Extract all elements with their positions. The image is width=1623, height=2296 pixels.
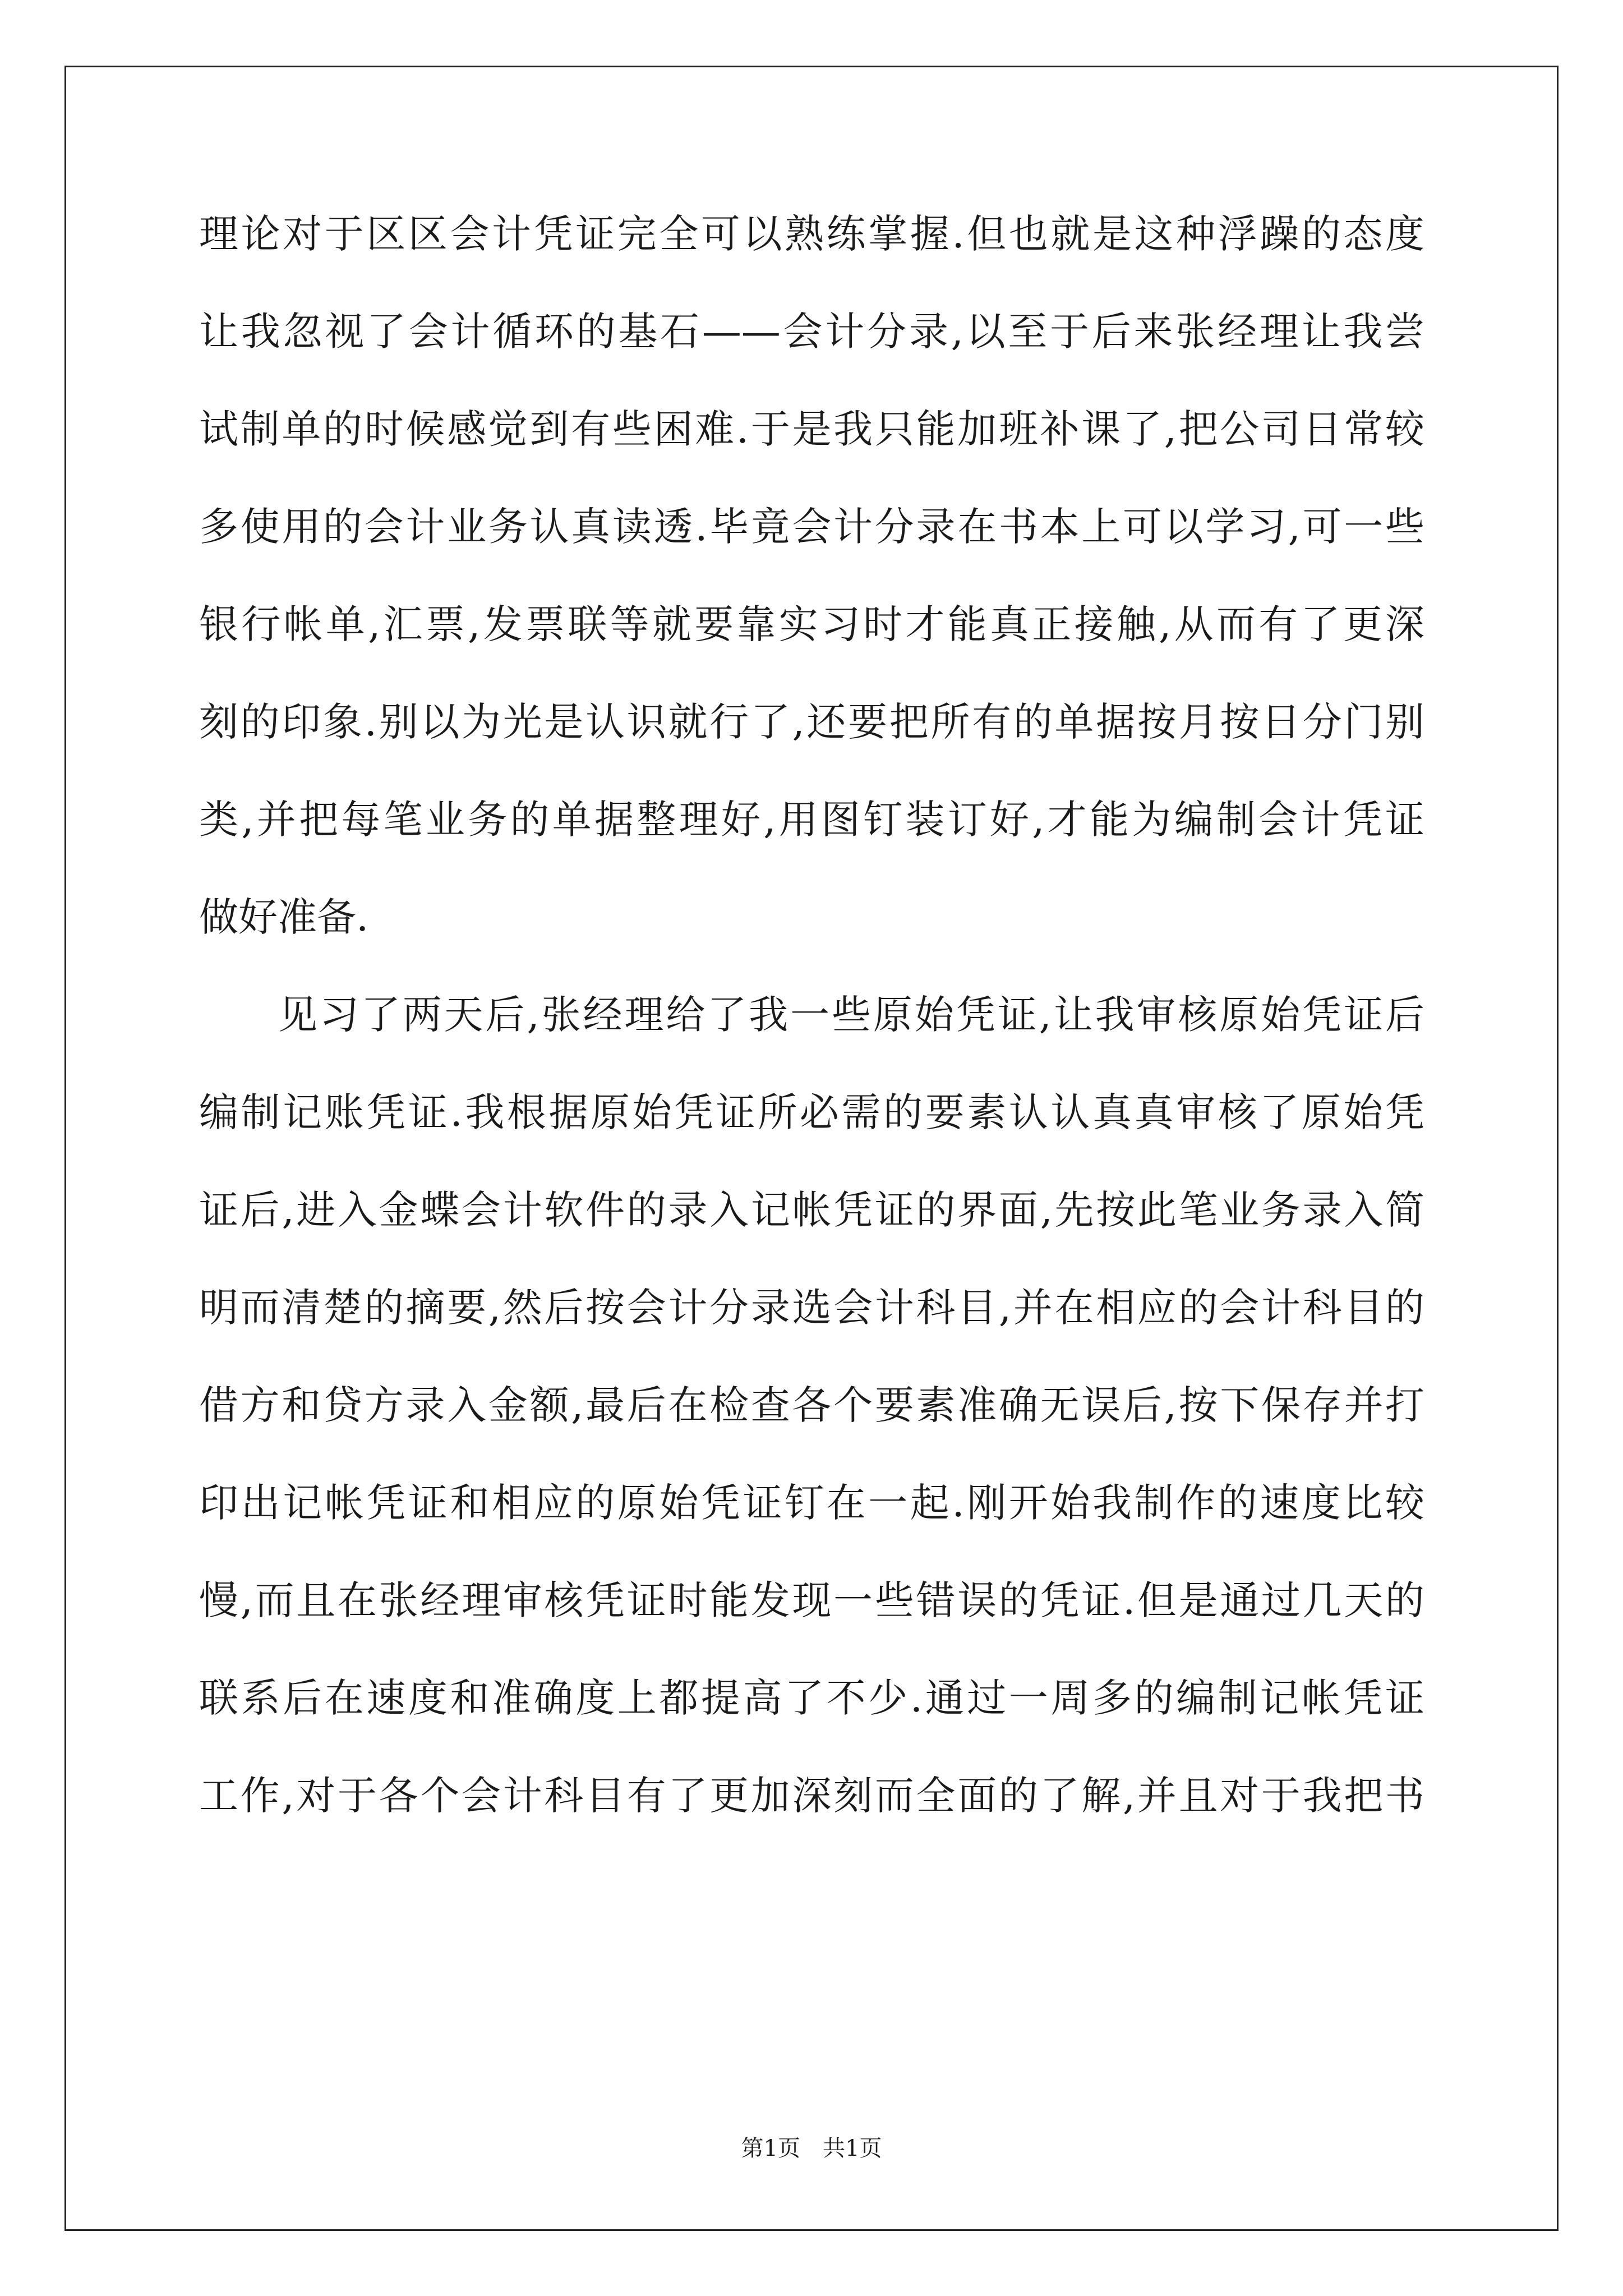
- text-line: 类,并把每笔业务的单据整理好,用图钉装订好,才能为编制会计凭证: [199, 797, 1424, 843]
- text-line: 让我忽视了会计循环的基石——会计分录,以至于后来张经理让我尝: [199, 309, 1424, 355]
- text-line: 工作,对于各个会计科目有了更加深刻而全面的了解,并且对于我把书: [199, 1773, 1424, 1819]
- text-line: 见习了两天后,张经理给了我一些原始凭证,让我审核原始凭证后: [278, 992, 1424, 1038]
- text-line: 多使用的会计业务认真读透.毕竟会计分录在书本上可以学习,可一些: [199, 504, 1424, 550]
- text-line: 印出记帐凭证和相应的原始凭证钉在一起.刚开始我制作的速度比较: [199, 1480, 1424, 1526]
- text-line: 编制记账凭证.我根据原始凭证所必需的要素认认真真审核了原始凭: [199, 1089, 1424, 1135]
- page-number: 第1页: [741, 2136, 800, 2161]
- text-line: 慢,而且在张经理审核凭证时能发现一些错误的凭证.但是通过几天的: [199, 1577, 1424, 1623]
- text-line: 银行帐单,汇票,发票联等就要靠实习时才能真正接触,从而有了更深: [199, 601, 1424, 647]
- text-line: 明而清楚的摘要,然后按会计分录选会计科目,并在相应的会计科目的: [199, 1285, 1425, 1331]
- text-line: 试制单的时候感觉到有些困难.于是我只能加班补课了,把公司日常较: [199, 406, 1424, 452]
- text-line: 理论对于区区会计凭证完全可以熟练掌握.但也就是这种浮躁的态度: [199, 211, 1424, 257]
- page-total: 共1页: [823, 2136, 882, 2161]
- text-line: 借方和贷方录入金额,最后在检查各个要素准确无误后,按下保存并打: [199, 1382, 1424, 1428]
- document-body: [199, 185, 1424, 1844]
- page-footer: [0, 2132, 1623, 2165]
- text-line: 做好准备.: [199, 894, 369, 940]
- text-line: 联系后在速度和准确度上都提高了不少.通过一周多的编制记帐凭证: [199, 1675, 1424, 1721]
- text-line: 刻的印象.别以为光是认识就行了,还要把所有的单据按月按日分门别: [199, 699, 1424, 745]
- text-line: 证后,进入金蝶会计软件的录入记帐凭证的界面,先按此笔业务录入简: [199, 1187, 1424, 1233]
